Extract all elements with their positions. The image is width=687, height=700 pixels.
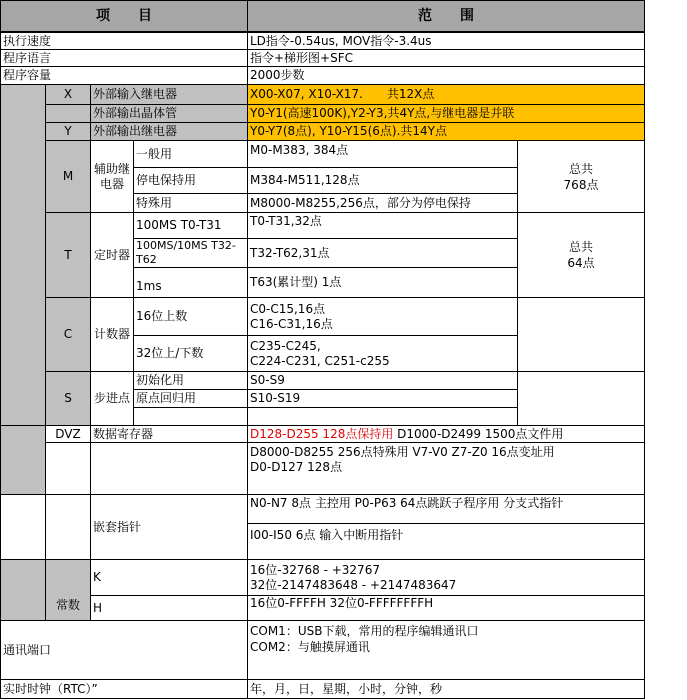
ptr-left-empty (0, 494, 46, 560)
m-code: M (45, 140, 91, 213)
const-h-value: 16位0-FFFFH 32位0-FFFFFFFFH (247, 595, 645, 621)
y-transistor-label: 外部输出晶体管 (90, 104, 248, 123)
s-empty-value (247, 407, 518, 426)
rtc-label: 实时时钟（RTC）” (0, 679, 248, 699)
c-total-empty (517, 297, 645, 372)
m-latched-value: M384-M511,128点 (247, 167, 518, 194)
const-k-value: 16位-32768 - +32767 32位-2147483648 - +2147483647 (247, 559, 645, 596)
c-code: C (45, 297, 91, 372)
s-init-value: S0-S9 (247, 371, 518, 390)
d-label-empty (90, 442, 248, 495)
d-value-1 (247, 425, 645, 443)
d-left-gray (0, 425, 46, 495)
d-value-red: D128-D255 128点保持用 (250, 426, 394, 441)
s-origin-label: 原点回归用 (133, 389, 248, 408)
ptr-value-1: N0-N7 8点 主控用 P0-P63 64点跳跃子程序用 分支式指针 (247, 494, 645, 524)
d-code-empty (45, 442, 91, 495)
const-group: 常数 (45, 559, 91, 621)
m-latched-label: 停电保持用 (133, 167, 248, 194)
s-origin-value: S10-S19 (247, 389, 518, 408)
s-init-label: 初始化用 (133, 371, 248, 390)
c-group: 计数器 (90, 297, 134, 372)
c-16bit-value: C0-C15,16点 C16-C31,16点 (247, 297, 518, 336)
m-special-label: 特殊用 (133, 193, 248, 213)
m-general-label: 一般用 (133, 140, 248, 168)
y-relay-label: 外部输出继电器 (90, 122, 248, 141)
const-h-code: H (90, 595, 248, 621)
m-total: 总共 768点 (517, 140, 645, 213)
left-gray-block (0, 84, 46, 426)
prog-lang-label: 程序语言 (0, 49, 248, 67)
y-transistor-value: Y0-Y1(高速100K),Y2-Y3,共4Y点,与继电器是并联 (247, 104, 645, 123)
d-value-2: D8000-D8255 256点特殊用 V7-V0 Z7-Z0 16点变址用 D0-D127 128点 (247, 442, 645, 495)
y-relay-value: Y0-Y7(8点), Y10-Y15(6点).共14Y点 (247, 122, 645, 141)
t-100ms-label: 100MS T0-T31 (133, 212, 248, 239)
d-code: DVZ (45, 425, 91, 443)
y-transistor-code (45, 104, 91, 123)
m-group: 辅助继电器 (90, 140, 134, 213)
x-value: X00-X07, X10-X17. 共12X点 (247, 84, 645, 105)
comm-value: COM1：USB下载，常用的程序编辑通讯口 COM2：与触摸屏通讯 (247, 620, 645, 680)
header-range: 范 围 (247, 0, 645, 32)
s-total-empty (517, 371, 645, 426)
d-value-rest: D1000-D2499 1500点文件用 (393, 426, 564, 441)
rtc-value: 年，月，日，星期，小时，分钟，秒 (247, 679, 645, 699)
c-16bit-label: 16位上数 (133, 297, 248, 336)
prog-cap-label: 程序容量 (0, 66, 248, 85)
m-general-value: M0-M383, 384点 (247, 140, 518, 168)
header-item: 项 目 (0, 0, 248, 32)
const-k-code: K (90, 559, 248, 596)
s-code: S (45, 371, 91, 426)
c-32bit-value: C235-C245, C224-C231, C251-c255 (247, 335, 518, 372)
m-special-value: M8000-M8255,256点，部分为停电保持 (247, 193, 518, 213)
prog-lang-value: 指令+梯形图+SFC (247, 49, 645, 67)
t-100ms-value: T0-T31,32点 (247, 212, 518, 239)
prog-cap-value: 2000步数 (247, 66, 645, 85)
s-group: 步进点 (90, 371, 134, 426)
t-1ms-value: T63(累计型) 1点 (247, 267, 518, 298)
exec-speed-value: LD指令-0.54us, MOV指令-3.4us (247, 32, 645, 50)
comm-label: 通讯端口 (0, 620, 248, 680)
t-code: T (45, 212, 91, 298)
y-code: Y (45, 122, 91, 141)
exec-speed-label: 执行速度 (0, 32, 248, 50)
t-1ms-label: 1ms (133, 267, 248, 298)
ptr-code-empty (45, 494, 91, 560)
c-32bit-label: 32位上/下数 (133, 335, 248, 372)
s-empty-label (133, 407, 248, 426)
t-group: 定时器 (90, 212, 134, 298)
x-label: 外部输入继电器 (90, 84, 248, 105)
ptr-value-2: I00-I50 6点 输入中断用指针 (247, 523, 645, 560)
ptr-label: 嵌套指针 (90, 494, 248, 560)
t-10ms-value: T32-T62,31点 (247, 238, 518, 268)
t-total: 总共 64点 (517, 212, 645, 298)
const-left-gray (0, 559, 46, 621)
x-code: X (45, 84, 91, 105)
t-10ms-label: 100MS/10MS T32-T62 (133, 238, 248, 268)
d-label: 数据寄存器 (90, 425, 248, 443)
